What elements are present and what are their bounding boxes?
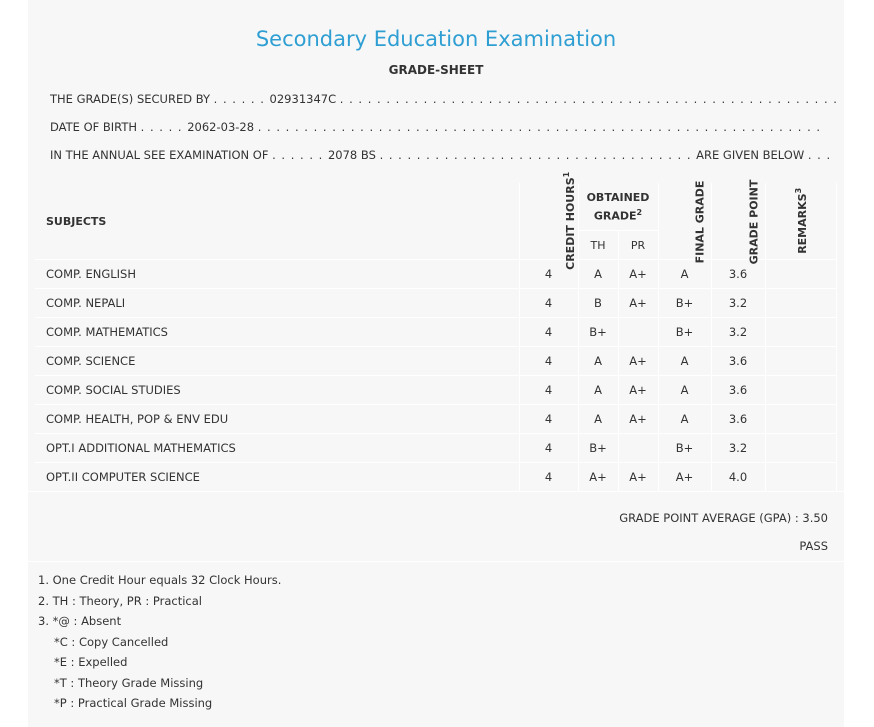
table-row xyxy=(35,260,836,289)
table-row xyxy=(35,405,836,434)
pr-grade-cell: A+ xyxy=(618,289,658,318)
pr-grade-cell: A+ xyxy=(618,405,658,434)
grade-point-cell: 3.6 xyxy=(711,405,765,434)
subject-cell: OPT.I ADDITIONAL MATHEMATICS xyxy=(35,434,519,463)
th-grade-cell: B xyxy=(578,289,618,318)
dob-line: DATE OF BIRTH . . . . . 2062-03-28 . . . . . . . . . . . . . . . . . . . . . . . . . . . . . . . . . . . . . . . . . . . . . . . . . . . . . . . . . . . . . xyxy=(50,120,822,134)
credit-cell: 4 xyxy=(519,434,578,463)
subject-cell: COMP. MATHEMATICS xyxy=(35,318,519,347)
footnote-item: 2. TH : Theory, PR : Practical xyxy=(38,593,202,608)
header-obtained-grade: OBTAINED GRADE$^2$ xyxy=(578,183,658,231)
subject-cell: COMP. ENGLISH xyxy=(35,260,519,289)
pr-grade-cell: A+ xyxy=(618,260,658,289)
th-grade-cell: B+ xyxy=(578,318,618,347)
footnote-item: *E : Expelled xyxy=(54,655,128,669)
credit-cell: 4 xyxy=(519,260,578,289)
gpa-value: 3.50 xyxy=(802,511,828,525)
final-grade-cell: A xyxy=(658,260,711,289)
table-row xyxy=(35,347,836,376)
final-grade-cell: A xyxy=(658,376,711,405)
th-grade-cell: A xyxy=(578,376,618,405)
divider xyxy=(28,561,844,562)
th-grade-cell: A xyxy=(578,405,618,434)
subject-cell: COMP. HEALTH, POP & ENV EDU xyxy=(35,405,519,434)
subject-cell: OPT.II COMPUTER SCIENCE xyxy=(35,463,519,492)
final-grade-cell: A+ xyxy=(658,463,711,492)
grade-point-cell: 3.6 xyxy=(711,376,765,405)
remarks-cell xyxy=(765,405,836,434)
footnote-item: *T : Theory Grade Missing xyxy=(54,675,204,690)
remarks-cell xyxy=(765,463,836,492)
grade-point-cell: 3.2 xyxy=(711,434,765,463)
header-subjects: SUBJECTS xyxy=(35,183,519,260)
credit-cell: 4 xyxy=(519,318,578,347)
secured-by-line: THE GRADE(S) SECURED BY . . . . . . 02931347C . . . . . . . . . . . . . . . . . . . . . . . . . . . . . . . . . . . . . . . . . . . . . . . . . . . . . . xyxy=(50,92,838,106)
remarks-cell xyxy=(765,376,836,405)
gpa-label: GRADE POINT AVERAGE (GPA) : xyxy=(619,511,799,525)
table-row xyxy=(35,318,836,347)
table-row xyxy=(35,463,836,492)
footnote-item: 3. *@ : Absent xyxy=(38,614,122,628)
grade-point-cell: 3.2 xyxy=(711,318,765,347)
table-row xyxy=(35,376,836,405)
header-pr: PR xyxy=(618,231,658,260)
grade-sheet xyxy=(28,0,844,727)
page-title: Secondary Education Examination xyxy=(255,27,617,51)
exam-label: IN THE ANNUAL SEE EXAMINATION OF xyxy=(50,148,269,162)
grade-point-cell: 4.0 xyxy=(711,463,765,492)
credit-cell: 4 xyxy=(519,289,578,318)
credit-cell: 4 xyxy=(519,405,578,434)
pr-grade-cell xyxy=(618,318,658,347)
th-grade-cell: A+ xyxy=(578,463,618,492)
divider xyxy=(28,491,844,492)
result-status: PASS xyxy=(799,539,828,553)
exam-line: IN THE ANNUAL SEE EXAMINATION OF . . . . . . 2078 BS . . . . . . . . . . . . . . . . . . . . . . . . . . . . . . . . . . ARE GIVEN BELOW . . . xyxy=(50,148,832,162)
header-grade-point: GRADE POINT xyxy=(711,183,765,260)
credit-cell: 4 xyxy=(519,347,578,376)
pr-grade-cell: A+ xyxy=(618,463,658,492)
subject-cell: COMP. NEPALI xyxy=(35,289,519,318)
header-final-grade: FINAL GRADE xyxy=(658,183,711,260)
exam-suffix: ARE GIVEN BELOW xyxy=(696,148,805,162)
secured-by-value: 02931347C xyxy=(269,92,337,106)
remarks-cell xyxy=(765,289,836,318)
grade-point-cell: 3.2 xyxy=(711,289,765,318)
final-grade-cell: B+ xyxy=(658,318,711,347)
subject-cell: COMP. SOCIAL STUDIES xyxy=(35,376,519,405)
pr-grade-cell: A+ xyxy=(618,347,658,376)
pr-grade-cell xyxy=(618,434,658,463)
final-grade-cell: B+ xyxy=(658,289,711,318)
dob-value: 2062-03-28 xyxy=(187,120,255,134)
table-row xyxy=(35,434,836,463)
table-row xyxy=(35,289,836,318)
credit-cell: 4 xyxy=(519,463,578,492)
footnotes xyxy=(38,570,281,714)
grade-point-cell: 3.6 xyxy=(711,347,765,376)
dob-label: DATE OF BIRTH xyxy=(50,120,138,134)
gpa-line xyxy=(619,511,828,525)
header-th: TH xyxy=(578,231,618,260)
secured-by-label: THE GRADE(S) SECURED BY xyxy=(50,92,211,106)
th-grade-cell: B+ xyxy=(578,434,618,463)
remarks-cell xyxy=(765,260,836,289)
pr-grade-cell: A+ xyxy=(618,376,658,405)
grade-table xyxy=(35,171,837,492)
grade-point-cell: 3.6 xyxy=(711,260,765,289)
remarks-cell xyxy=(765,347,836,376)
final-grade-cell: A xyxy=(658,347,711,376)
header-remarks: REMARKS$^3$ xyxy=(765,183,836,260)
th-grade-cell: A xyxy=(578,347,618,376)
credit-cell: 4 xyxy=(519,376,578,405)
remarks-cell xyxy=(765,318,836,347)
header-credit-hours: CREDIT HOURS$^1$ xyxy=(519,183,578,260)
th-grade-cell: A xyxy=(578,260,618,289)
final-grade-cell: B+ xyxy=(658,434,711,463)
footnote-item: 1. One Credit Hour equals 32 Clock Hours. xyxy=(38,573,282,587)
footnote-item: *C : Copy Cancelled xyxy=(54,634,169,649)
final-grade-cell: A xyxy=(658,405,711,434)
footnote-item: *P : Practical Grade Missing xyxy=(54,696,213,710)
page-subtitle: GRADE-SHEET xyxy=(388,63,484,77)
remarks-cell xyxy=(765,434,836,463)
subject-cell: COMP. SCIENCE xyxy=(35,347,519,376)
exam-value: 2078 BS xyxy=(327,148,376,162)
